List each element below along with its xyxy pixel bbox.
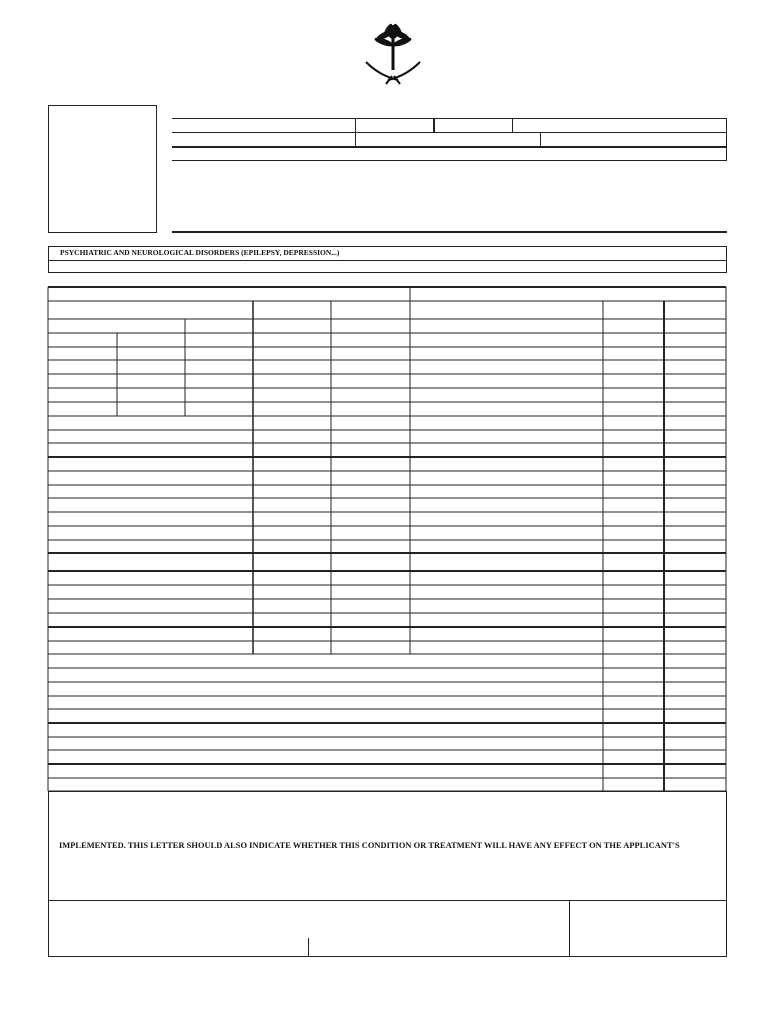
- signature-box: [48, 900, 727, 957]
- notes-line: IMPLEMENTED. THIS LETTER SHOULD ALSO INDICATE WHETHER THIS CONDITION OR TREATMENT WILL HAVE ANY EFFECT ON THE APPLICANT'S: [59, 841, 680, 850]
- disorders-label: PSYCHIATRIC AND NEUROLOGICAL DISORDERS (EPILEPSY, DEPRESSION...): [60, 248, 340, 257]
- signature-divider: [569, 900, 570, 957]
- signature-mark: [308, 938, 309, 957]
